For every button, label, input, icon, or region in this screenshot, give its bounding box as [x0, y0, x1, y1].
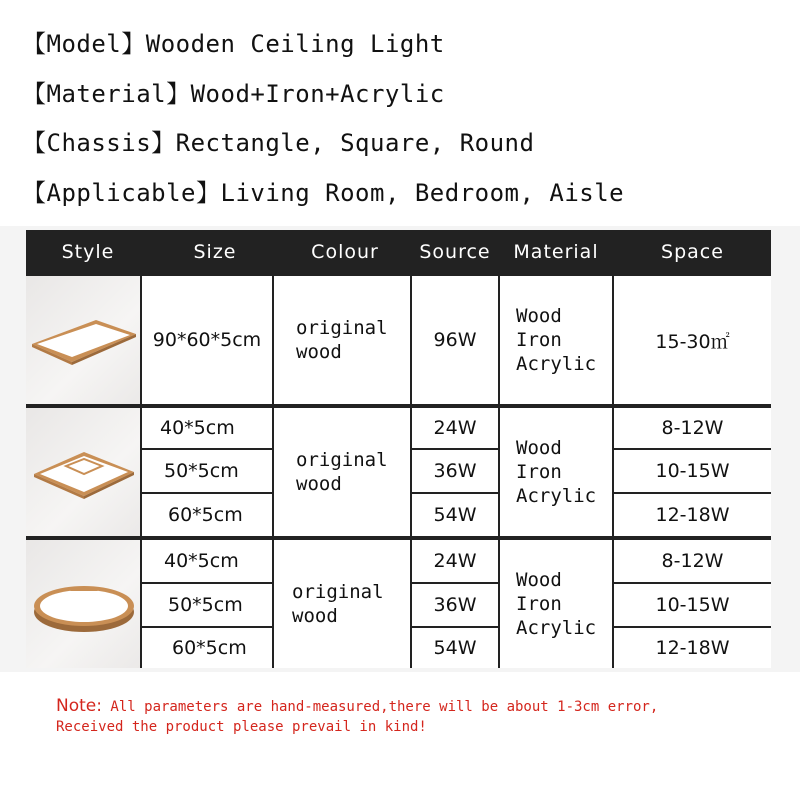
header-material: Material [513, 241, 599, 263]
note-line-1 [56, 696, 658, 717]
spec-value: Rectangle, Square, Round [175, 129, 535, 157]
group1-material: Wood Iron Acrylic [500, 276, 612, 404]
group2-space-3: 12-18W [614, 494, 771, 536]
spec-key: 【 Model 】 [22, 30, 146, 58]
round-light-image [26, 540, 140, 668]
group3-size-3: 60*5cm [142, 628, 272, 668]
group3-source-2: 36W [412, 584, 498, 626]
spec-value: Wood+Iron+Acrylic [190, 80, 445, 108]
group3-size-2: 50*5cm [142, 584, 272, 626]
rectangle-light-image [26, 276, 140, 404]
group3-space-3: 12-18W [614, 628, 771, 668]
spec-value: Living Room, Bedroom, Aisle [220, 179, 625, 207]
spec-key: 【 Applicable 】 [22, 179, 221, 207]
spec-table [26, 230, 771, 668]
group2-source-2: 36W [412, 450, 498, 492]
group3-space-2: 10-15W [614, 584, 771, 626]
spec-chassis [22, 128, 534, 158]
note-text-2: Received the product please prevail in kind! [56, 719, 427, 735]
group1-space: 15-30㎡ [614, 276, 771, 404]
group3-colour: original wood [274, 540, 410, 668]
group2-space-2: 10-15W [614, 450, 771, 492]
group3-space-1: 8-12W [614, 540, 771, 582]
header-size: Size [193, 241, 237, 263]
group1-size: 90*60*5cm [142, 276, 272, 404]
group3-source-1: 24W [412, 540, 498, 582]
round-ceiling-light-icon [26, 540, 140, 668]
group1-colour: original wood [274, 276, 410, 404]
group2-material: Wood Iron Acrylic [500, 408, 612, 536]
group3-material: Wood Iron Acrylic [500, 540, 612, 668]
header-style: Style [61, 241, 115, 263]
spec-key: 【 Material 】 [22, 80, 191, 108]
group3-source-3: 54W [412, 628, 498, 668]
square-light-image [26, 408, 140, 536]
group1-source: 96W [412, 276, 498, 404]
group3-size-1: 40*5cm [142, 540, 272, 582]
note-text-1: All parameters are hand-measured,there will be about 1-3cm error, [110, 699, 659, 715]
spec-material [22, 79, 445, 109]
group2-source-1: 24W [412, 408, 498, 448]
spec-key: 【 Chassis 】 [22, 129, 176, 157]
header-space: Space [661, 241, 724, 263]
rectangle-ceiling-light-icon [26, 276, 140, 404]
group2-source-3: 54W [412, 494, 498, 536]
group2-size-1: 40*5cm [142, 408, 272, 448]
group2-size-2: 50*5cm [142, 450, 272, 492]
group2-colour: original wood [274, 408, 410, 536]
spec-model [22, 29, 445, 59]
square-ceiling-light-icon [26, 408, 140, 536]
header-colour: Colour [311, 241, 379, 263]
group2-space-1: 8-12W [614, 408, 771, 448]
spec-value: Wooden Ceiling Light [145, 30, 445, 58]
group2-size-3: 60*5cm [142, 494, 272, 536]
note [56, 696, 658, 737]
note-label: Note: [56, 696, 102, 716]
spec-applicable [22, 178, 624, 208]
header-source: Source [419, 241, 491, 263]
